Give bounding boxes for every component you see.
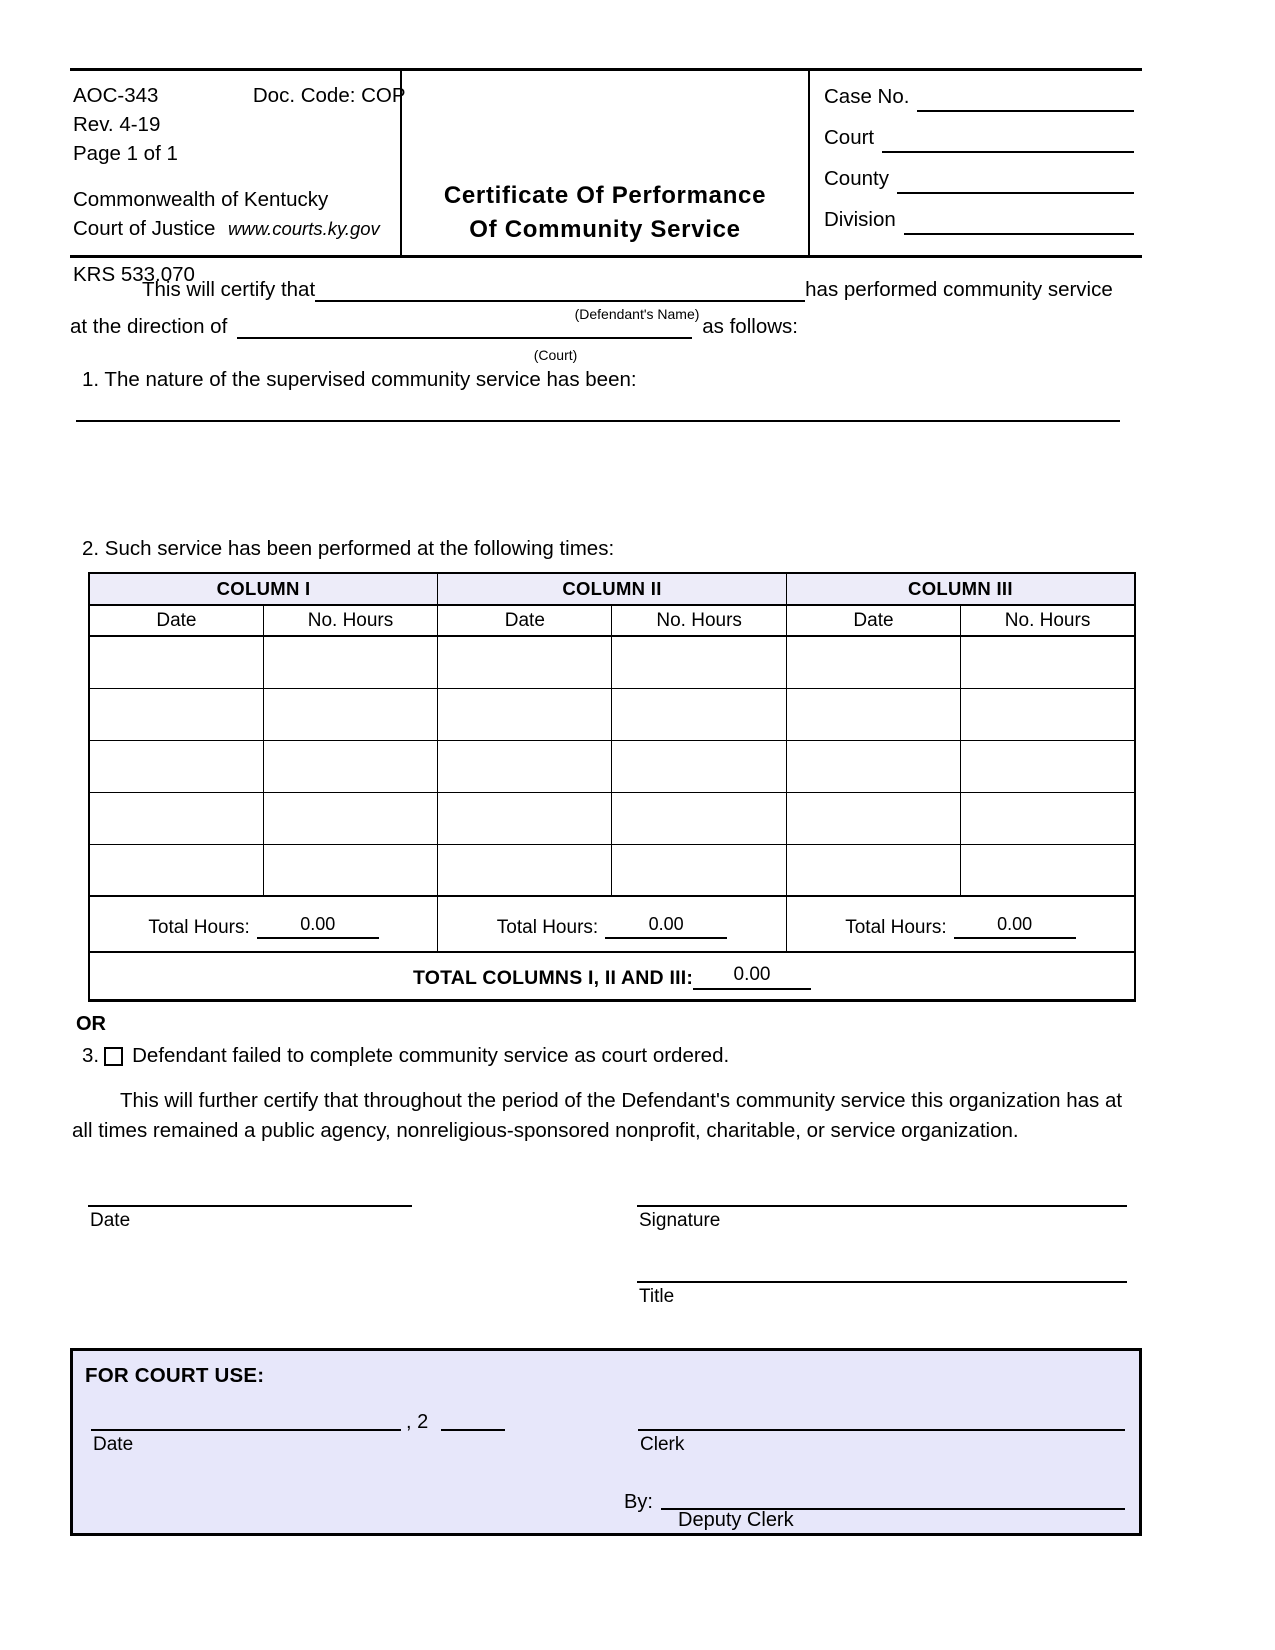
signer-title-label: Title — [639, 1286, 675, 1307]
case-no-label: Case No. — [824, 85, 910, 108]
cell-hours[interactable] — [263, 844, 437, 896]
further-certify-line1: This will further certify that throughout the period of the Defendant's community service this organization has at all — [72, 1089, 1123, 1142]
cell-hours[interactable] — [961, 688, 1135, 740]
court-use-date-label: Date — [93, 1434, 134, 1455]
cell-hours[interactable] — [612, 636, 786, 688]
subheader-date-2: Date — [438, 605, 612, 636]
signature-label: Signature — [639, 1210, 721, 1231]
cell-hours[interactable] — [612, 792, 786, 844]
defendant-name-sublabel: (Defendant's Name) — [574, 306, 700, 322]
table-row — [89, 688, 1135, 740]
cell-date[interactable] — [438, 740, 612, 792]
cell-hours[interactable] — [263, 688, 437, 740]
case-no-input[interactable] — [917, 92, 1134, 112]
item-3-number: 3. — [82, 1044, 100, 1067]
for-court-use-title: FOR COURT USE: — [85, 1364, 265, 1387]
total-hours-cell-1 — [89, 896, 438, 952]
cell-date[interactable] — [786, 740, 960, 792]
court-sublabel: (Court) — [533, 347, 578, 363]
table-row — [89, 740, 1135, 792]
page-title-line1: Certificate Of Performance — [443, 182, 767, 209]
or-label: OR — [76, 1013, 106, 1035]
column-header-3: COLUMN III — [786, 573, 1135, 605]
direction-prefix: at the direction of — [70, 315, 228, 338]
cell-hours[interactable] — [263, 792, 437, 844]
certify-lead-in: This will certify that — [142, 278, 316, 301]
court-of-justice-label: Court of Justice — [73, 217, 216, 240]
certify-after-court: as follows: — [702, 315, 798, 338]
cell-date[interactable] — [89, 740, 263, 792]
for-court-use-box — [70, 1348, 1142, 1536]
subheader-date-1: Date — [89, 605, 263, 636]
subheader-hours-2: No. Hours — [612, 605, 786, 636]
website-link[interactable]: www.courts.ky.gov — [228, 218, 380, 239]
court-label: Court — [824, 126, 875, 149]
county-input[interactable] — [897, 174, 1134, 194]
commonwealth-label: Commonwealth of Kentucky — [73, 188, 329, 211]
county-label: County — [824, 167, 889, 190]
table-row — [89, 636, 1135, 688]
cell-hours[interactable] — [961, 740, 1135, 792]
cell-date[interactable] — [438, 792, 612, 844]
table-subheader-row — [89, 605, 1135, 636]
total-hours-input-3[interactable] — [954, 914, 1076, 939]
total-hours-value-2: 0.00 — [648, 914, 684, 934]
table-grand-total-row — [89, 952, 1135, 1000]
form-header — [70, 68, 1142, 286]
total-hours-label: Total Hours: — [496, 917, 599, 938]
subheader-date-3: Date — [786, 605, 960, 636]
defendant-name-input[interactable] — [315, 280, 805, 302]
cell-hours[interactable] — [612, 740, 786, 792]
grand-total-cell — [89, 952, 1135, 1000]
cell-date[interactable] — [438, 688, 612, 740]
column-header-1: COLUMN I — [89, 573, 438, 605]
court-row — [824, 112, 1142, 153]
cell-date[interactable] — [786, 636, 960, 688]
court-use-year-input[interactable] — [441, 1429, 505, 1431]
court-use-year-prefix: , 2 — [406, 1411, 429, 1433]
page-title — [402, 179, 808, 247]
signer-title-input[interactable] — [637, 1281, 1127, 1283]
subheader-hours-3: No. Hours — [961, 605, 1135, 636]
court-use-clerk-label: Clerk — [640, 1434, 685, 1455]
total-hours-cell-2 — [438, 896, 787, 952]
cell-date[interactable] — [89, 688, 263, 740]
cell-date[interactable] — [438, 844, 612, 896]
county-row — [824, 153, 1142, 194]
page-number: Page 1 of 1 — [73, 142, 178, 165]
table-column-header-row — [89, 573, 1135, 605]
header-left-block — [70, 71, 406, 286]
court-of-justice-row — [73, 214, 400, 243]
column-header-2: COLUMN II — [438, 573, 787, 605]
division-input[interactable] — [904, 215, 1134, 235]
failed-to-complete-checkbox[interactable] — [104, 1047, 123, 1066]
further-certify-paragraph — [72, 1086, 1132, 1146]
table-row — [89, 792, 1135, 844]
doc-code: Doc. Code: COP — [252, 84, 406, 107]
court-use-by-label: By: — [624, 1491, 653, 1513]
cell-date[interactable] — [786, 844, 960, 896]
subheader-hours-1: No. Hours — [263, 605, 437, 636]
total-hours-value-1: 0.00 — [300, 914, 336, 934]
certification-paragraph — [70, 278, 1142, 363]
page-title-line2: Of Community Service — [469, 216, 741, 243]
service-times-table — [88, 572, 1136, 1002]
court-use-date-input[interactable] — [91, 1429, 401, 1431]
item-2-text: 2. Such service has been performed at the following times: — [82, 537, 615, 560]
statute-reference: KRS 533.070 — [73, 263, 195, 286]
division-label: Division — [824, 208, 896, 231]
grand-total-value: 0.00 — [733, 963, 771, 985]
certify-after-name: has performed community service — [805, 278, 1113, 301]
revision: Rev. 4-19 — [73, 113, 161, 136]
cell-hours[interactable] — [961, 636, 1135, 688]
cell-date[interactable] — [438, 636, 612, 688]
total-hours-label: Total Hours: — [148, 917, 250, 938]
cell-hours[interactable] — [263, 740, 437, 792]
court-input[interactable] — [882, 133, 1134, 153]
case-no-row — [824, 71, 1142, 112]
case-info-block — [810, 71, 1142, 255]
signature-date-input[interactable] — [88, 1205, 412, 1207]
total-hours-label: Total Hours: — [845, 917, 947, 938]
total-hours-value-3: 0.00 — [997, 914, 1033, 934]
table-totals-row — [89, 896, 1135, 952]
grand-total-label: TOTAL COLUMNS I, II AND III: — [412, 966, 694, 989]
cell-date[interactable] — [786, 792, 960, 844]
court-use-deputy-clerk-label: Deputy Clerk — [678, 1509, 794, 1531]
cell-date[interactable] — [89, 792, 263, 844]
cell-date[interactable] — [89, 636, 263, 688]
cell-hours[interactable] — [612, 844, 786, 896]
cell-hours[interactable] — [263, 636, 437, 688]
division-row — [824, 194, 1142, 235]
table-row — [89, 844, 1135, 896]
item-3-text: Defendant failed to complete community service as court ordered. — [132, 1044, 730, 1067]
total-hours-cell-3 — [786, 896, 1135, 952]
item-3-row — [82, 1044, 729, 1068]
further-certify-line2: times remained a public agency, nonreligious-sponsored nonprofit, charitable, or service organization. — [98, 1119, 1019, 1142]
header-title-block — [402, 71, 810, 255]
item-1-answer-input[interactable] — [76, 420, 1120, 422]
cell-date[interactable] — [89, 844, 263, 896]
certify-line-1 — [70, 278, 1142, 302]
form-number-row — [73, 81, 406, 110]
cell-hours[interactable] — [612, 688, 786, 740]
cell-hours[interactable] — [961, 844, 1135, 896]
court-use-clerk-input[interactable] — [638, 1429, 1125, 1431]
signature-date-label: Date — [90, 1210, 131, 1231]
signature-input[interactable] — [637, 1205, 1127, 1207]
total-hours-input-1[interactable] — [257, 914, 379, 939]
cell-date[interactable] — [786, 688, 960, 740]
cell-hours[interactable] — [961, 792, 1135, 844]
grand-total-input[interactable] — [693, 963, 811, 990]
form-number: AOC-343 — [73, 84, 159, 107]
item-1-text: 1. The nature of the supervised community service has been: — [82, 368, 637, 391]
total-hours-input-2[interactable] — [605, 914, 727, 939]
